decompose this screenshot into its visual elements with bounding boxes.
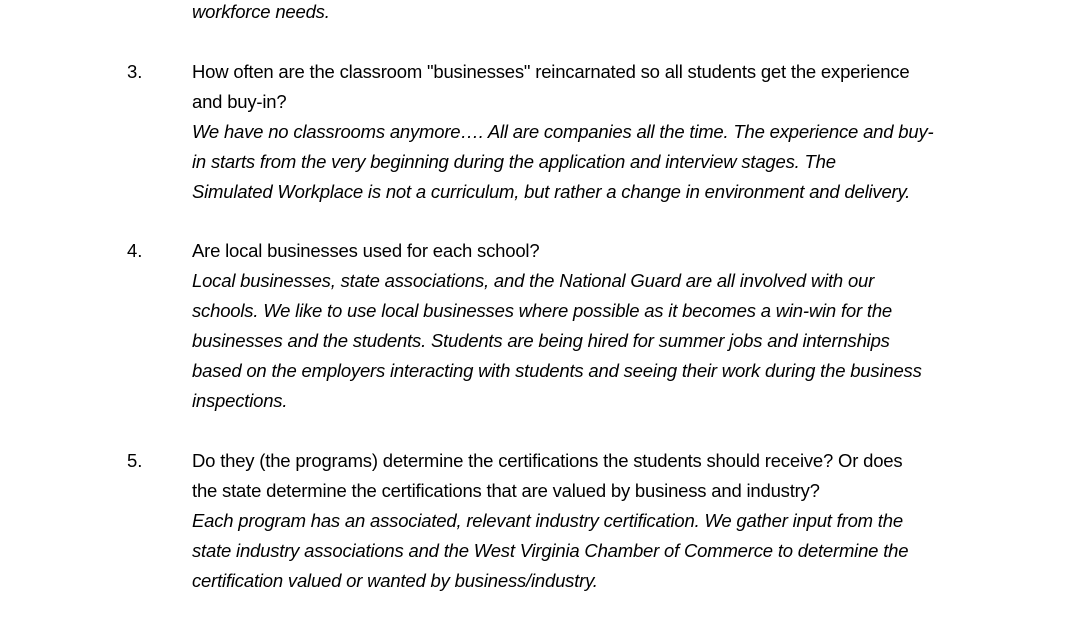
- answer-4-line-3: businesses and the students. Students are being hired for summer jobs and internships: [192, 330, 890, 351]
- answer-4-line-5: inspections.: [192, 390, 288, 411]
- answer-5-line-3: certification valued or wanted by business/industry.: [192, 570, 598, 591]
- question-4-number: 4.: [127, 240, 143, 261]
- question-5-number: 5.: [127, 450, 143, 471]
- answer-4-line-2: schools. We like to use local businesses where possible as it becomes a win-win for the: [192, 300, 892, 321]
- answer-3-line-3: Simulated Workplace is not a curriculum, but rather a change in environment and delivery.: [192, 181, 911, 202]
- answer-4-line-1: Local businesses, state associations, and the National Guard are all involved with our: [192, 270, 875, 291]
- question-3-text-line-2: and buy-in?: [192, 91, 287, 112]
- previous-answer-tail: workforce needs.: [192, 1, 330, 22]
- answer-5-line-1: Each program has an associated, relevant industry certification. We gather input from the: [192, 510, 903, 531]
- question-4-text-line-1: Are local businesses used for each school?: [192, 240, 540, 261]
- answer-4-line-4: based on the employers interacting with students and seeing their work during the business: [192, 360, 922, 381]
- answer-3-line-1: We have no classrooms anymore…. All are companies all the time. The experience and buy-: [192, 121, 934, 142]
- question-5-text-line-1: Do they (the programs) determine the certifications the students should receive? Or does: [192, 450, 903, 471]
- question-3-text-line-1: How often are the classroom "businesses" reincarnated so all students get the experience: [192, 61, 910, 82]
- answer-3-line-2: in starts from the very beginning during the application and interview stages. The: [192, 151, 836, 172]
- answer-5-line-2: state industry associations and the West Virginia Chamber of Commerce to determine the: [192, 540, 909, 561]
- question-3-number: 3.: [127, 61, 143, 82]
- question-5-text-line-2: the state determine the certifications that are valued by business and industry?: [192, 480, 820, 501]
